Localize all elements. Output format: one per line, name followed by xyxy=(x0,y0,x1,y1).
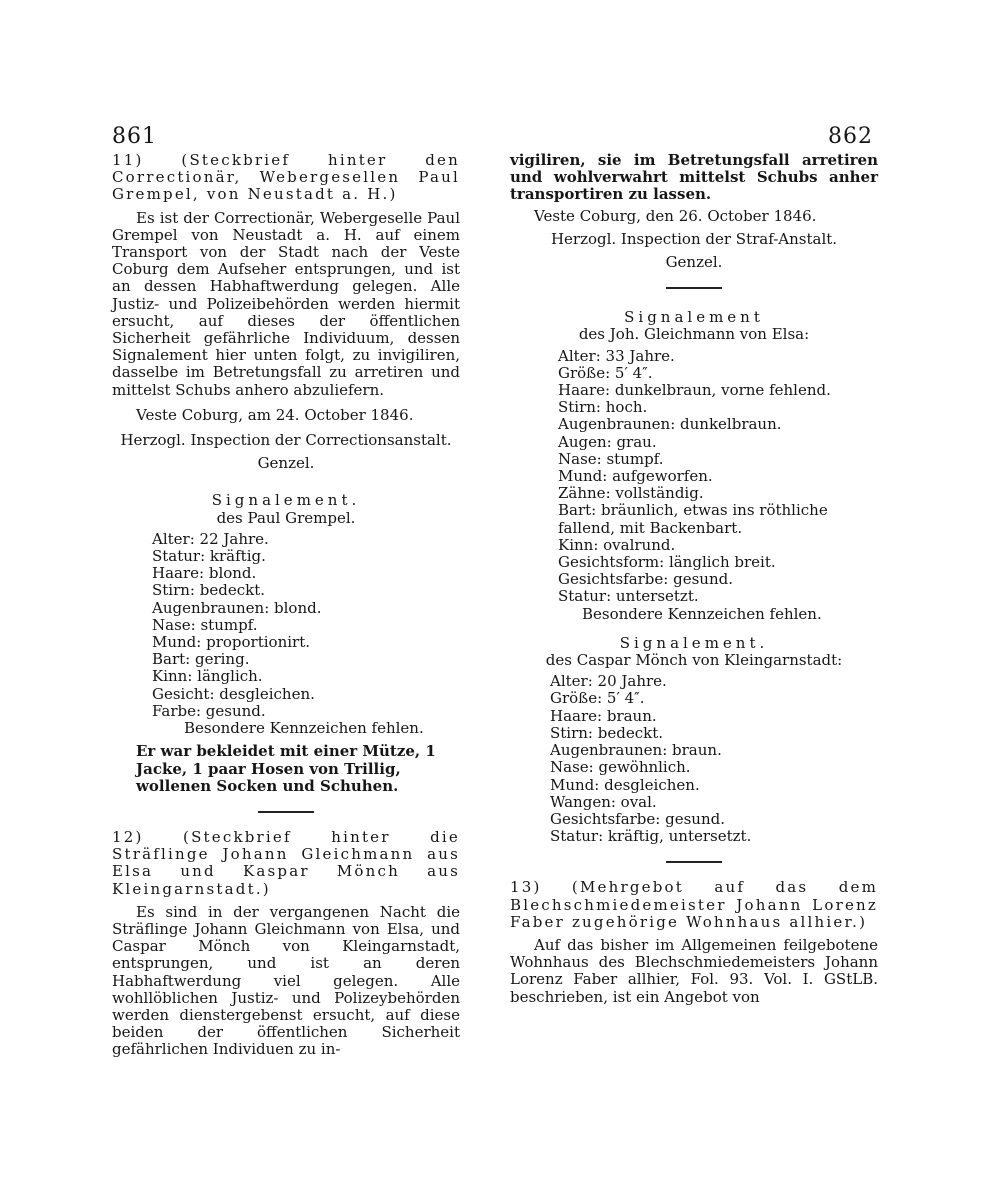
signalement-item: Stirn: bedeckt. xyxy=(152,581,265,600)
signalement-item: Haare: blond. xyxy=(152,564,257,583)
signalement-item: Wangen: oval. xyxy=(550,792,657,811)
signalement-3-title: Signalement. xyxy=(619,633,769,652)
left-column xyxy=(112,152,460,1059)
signalement-item: Augenbraunen: braun. xyxy=(550,741,722,760)
signalement-1-subject: des Paul Grempel. xyxy=(216,508,356,527)
signalement-item: Augen: grau. xyxy=(558,432,657,451)
page-number-right: 862 xyxy=(828,124,873,149)
signalement-item: Haare: braun. xyxy=(550,706,657,725)
signalement-1-clothing: Er war bekleidet mit einer Mütze, 1 Jacke, 1 paar Hosen von Trillig, wollenen Socken und Schuhen. xyxy=(136,742,436,795)
signalement-item: Stirn: hoch. xyxy=(558,398,648,417)
signalement-item: Kinn: länglich. xyxy=(152,667,263,686)
signalement-item: Bart: gering. xyxy=(152,650,250,669)
signalement-item: Alter: 33 Jahre. xyxy=(558,346,675,365)
signalement-item: Statur: kräftig. xyxy=(152,547,266,566)
signalement-1-list xyxy=(112,531,460,720)
signalement-item: Gesichtsfarbe: gesund. xyxy=(558,570,733,589)
signalement-item: Mund: aufgeworfen. xyxy=(558,467,713,486)
signalement-2-subject: des Joh. Gleichmann von Elsa: xyxy=(578,325,810,344)
notice-11-authority: Herzogl. Inspection der Correctionsanstalt. xyxy=(120,431,452,450)
signalement-item: Zähne: vollständig. xyxy=(558,484,704,503)
signalement-3-list xyxy=(510,673,878,845)
notice-12-continuation: vigiliren, sie im Betretungsfall arretiren und wohlverwahrt mittelst Schubs anher transportiren zu lassen. xyxy=(510,151,878,204)
signalement-item: Alter: 20 Jahre. xyxy=(550,672,667,691)
signalement-item: Stirn: bedeckt. xyxy=(550,723,663,742)
notice-11-signer: Genzel. xyxy=(257,454,315,473)
signalement-item: Augenbraunen: dunkelbraun. xyxy=(558,415,782,434)
signalement-item: Nase: gewöhnlich. xyxy=(550,758,691,777)
notice-13-body: Auf das bisher im Allgemeinen feilgebotene Wohnhaus des Blechschmiedemeisters Johann Lorenz Faber allhier, Fol. 93. Vol. I. GStLB. beschrieben, ist ein Angebot von xyxy=(510,935,878,1006)
right-column xyxy=(510,152,878,1006)
signalement-3-subject: des Caspar Mönch von Kleingarnstadt: xyxy=(545,651,843,670)
signalement-2-list xyxy=(510,348,878,606)
signalement-item: Bart: bräunlich, etwas ins röthliche fallend, mit Backenbart. xyxy=(558,501,828,537)
signalement-item: Größe: 5′ 4″. xyxy=(558,363,653,382)
notice-12-heading: 12) (Steckbrief hinter die Sträflinge Johann Gleichmann aus Elsa und Kaspar Mönch aus Kleingarnstadt.) xyxy=(112,827,460,898)
notice-11-dateline: Veste Coburg, am 24. October 1846. xyxy=(136,405,414,424)
notice-12-authority: Herzogl. Inspection der Straf-Anstalt. xyxy=(550,229,838,248)
signalement-item: Gesichtsform: länglich breit. xyxy=(558,553,776,572)
notice-12-signer: Genzel. xyxy=(665,253,723,272)
signalement-item: Statur: untersetzt. xyxy=(558,587,699,606)
signalement-item: Statur: kräftig, untersetzt. xyxy=(550,827,752,846)
signalement-1-special: Besondere Kennzeichen fehlen. xyxy=(184,719,424,738)
signalement-item: Gesichtsfarbe: gesund. xyxy=(550,809,725,828)
page-number-left: 861 xyxy=(112,124,157,149)
signalement-1-title: Signalement. xyxy=(211,491,361,510)
signalement-item: Größe: 5′ 4″. xyxy=(550,689,645,708)
notice-13-heading: 13) (Mehrgebot auf das dem Blechschmiedemeister Johann Lorenz Faber zugehörige Wohnhaus allhier.) xyxy=(510,878,878,931)
signalement-item: Haare: dunkelbraun, vorne fehlend. xyxy=(558,381,831,400)
signalement-item: Kinn: ovalrund. xyxy=(558,535,676,554)
signalement-item: Alter: 22 Jahre. xyxy=(152,529,269,548)
signalement-item: Mund: proportionirt. xyxy=(152,633,310,652)
notice-11-body: Es ist der Correctionär, Webergeselle Paul Grempel von Neustadt a. H. auf einem Transport von der Stadt nach der Veste Coburg dem Aufseher entsprungen, und ist an dessen Habhaftwerdung gelegen. Alle Justiz- und Polizeibehörden werden hiermit ersucht, auf dieses der öffentlichen Sicherheit gefährliche Individuum, dessen Signalement hier unten folgt, zu invigiliren, dasselbe im Betretungsfall zu arretiren und mittelst Schubs anhero abzuliefern. xyxy=(112,208,460,399)
signalement-2-special: Besondere Kennzeichen fehlen. xyxy=(582,604,822,623)
signalement-2-title: Signalement xyxy=(624,308,764,327)
signalement-item: Nase: stumpf. xyxy=(558,449,664,468)
signalement-item: Farbe: gesund. xyxy=(152,701,266,720)
signalement-item: Augenbraunen: blond. xyxy=(152,598,322,617)
signalement-item: Gesicht: desgleichen. xyxy=(152,684,315,703)
signalement-item: Mund: desgleichen. xyxy=(550,775,700,794)
notice-12-body: Es sind in der vergangenen Nacht die Sträflinge Johann Gleichmann von Elsa, und Caspar Mönch von Kleingarnstadt, entsprungen, und ist an deren Habhaftwerdung viel gelegen. Alle wohllöblichen Justiz- und Polizeybehörden werden dienstergebenst ersucht, auf diese beiden der öffentlichen Sicherheit gefährlichen Individuen zu in- xyxy=(112,902,460,1059)
notice-12-dateline: Veste Coburg, den 26. October 1846. xyxy=(534,206,817,225)
notice-11-heading: 11) (Steckbrief hinter den Correctionär, Webergesellen Paul Grempel, von Neustadt a. H.) xyxy=(112,151,460,204)
signalement-item: Nase: stumpf. xyxy=(152,615,258,634)
